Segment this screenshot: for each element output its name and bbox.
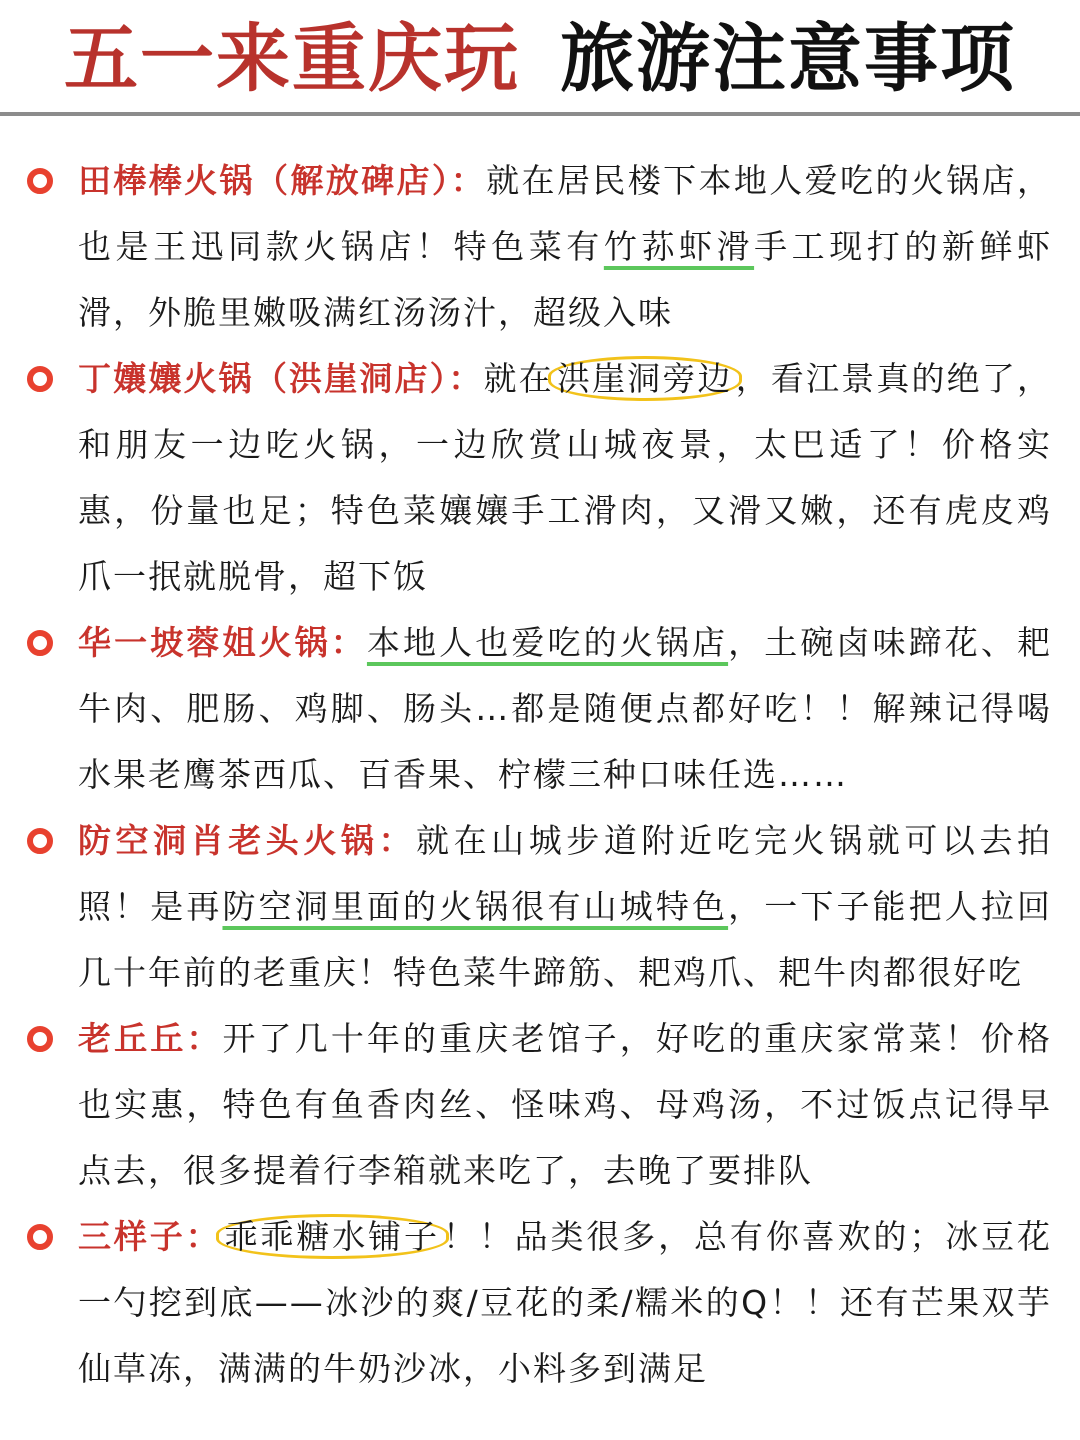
entry-name: 三样子： <box>78 1217 222 1256</box>
yellow-circle-highlight: 洪崖洞旁边 <box>548 356 742 401</box>
entry-text <box>78 808 1052 1006</box>
entry-body-rest: ，土碗卤味蹄花、耙牛肉、肥肠、鸡脚、肠头…都是随便点都好吃！！解辣记得喝水果老鹰茶西瓜、百香果、柠檬三种口味任选…… <box>78 623 1053 794</box>
bullet-ring-icon <box>27 630 53 656</box>
entry-body: 就在 <box>483 359 554 398</box>
green-underline-highlight: 防空洞里面的火锅很有山城特色 <box>222 887 729 926</box>
title-black-part: 旅游注意事项 <box>560 16 1016 102</box>
header <box>0 0 1080 115</box>
entry-body: 就在居民楼下本地人爱吃的火锅店，也是王迅同款火锅店！特色菜有 <box>78 161 1053 266</box>
entry-text <box>78 346 1052 610</box>
list-item <box>0 148 1080 346</box>
entry-body: 开了几十年的重庆老馆子，好吃的重庆家常菜！价格也实惠，特色有鱼香肉丝、怪味鸡、母鸡汤，不过饭点记得早点去，很多提着行李箱就来吃了，去晚了要排队 <box>78 1019 1053 1190</box>
entry-text <box>78 1006 1052 1204</box>
entry-body-rest: ，一下子能把人拉回几十年前的老重庆！特色菜牛蹄筋、耙鸡爪、耙牛肉都很好吃 <box>78 887 1053 992</box>
entry-body: 就在山城步道附近吃完火锅就可以去拍照！是再 <box>78 821 1053 926</box>
bullet-ring-icon <box>27 828 53 854</box>
entry-body-rest: ，看江景真的绝了，和朋友一边吃火锅，一边欣赏山城夜景，太巴适了！价格实惠，份量也足；特色菜孃孃手工滑肉，又滑又嫩，还有虎皮鸡爪一抿就脱骨，超下饭 <box>78 359 1053 596</box>
restaurant-list <box>0 148 1080 1402</box>
green-underline-highlight: 本地人也爱吃的火锅店 <box>366 623 729 662</box>
page-title <box>0 14 1080 104</box>
list-item <box>0 610 1080 808</box>
list-item <box>0 808 1080 1006</box>
list-item <box>0 1204 1080 1402</box>
entry-name: 丁孃孃火锅（洪崖洞店）： <box>78 359 484 398</box>
entry-name: 防空洞肖老头火锅： <box>78 821 417 860</box>
entry-name: 老丘丘： <box>78 1019 223 1058</box>
bullet-ring-icon <box>27 1026 53 1052</box>
bullet-ring-icon <box>27 366 53 392</box>
entry-name: 华一坡蓉姐火锅： <box>78 623 367 662</box>
title-red-part: 五一来重庆玩 <box>64 16 520 102</box>
entry-body-rest: ！！品类很多，总有你喜欢的；冰豆花一勺挖到底——冰沙的爽/豆花的柔/糯米的Q！！还有芒果双芋仙草冻，满满的牛奶沙冰，小料多到满足 <box>78 1217 1053 1388</box>
entry-text <box>78 1204 1052 1402</box>
list-item <box>0 1006 1080 1204</box>
bullet-ring-icon <box>27 1224 53 1250</box>
entry-name: 田棒棒火锅（解放碑店）： <box>78 161 487 200</box>
list-item <box>0 346 1080 610</box>
entry-text <box>78 610 1052 808</box>
green-underline-highlight: 竹荪虾滑 <box>603 227 755 266</box>
bullet-ring-icon <box>27 168 53 194</box>
header-divider <box>0 112 1080 116</box>
entry-body-rest: 手工现打的新鲜虾滑，外脆里嫩吸满红汤汤汁，超级入味 <box>78 227 1053 332</box>
yellow-circle-highlight: 乖乖糖水铺子 <box>216 1214 449 1259</box>
entry-text <box>78 148 1052 346</box>
